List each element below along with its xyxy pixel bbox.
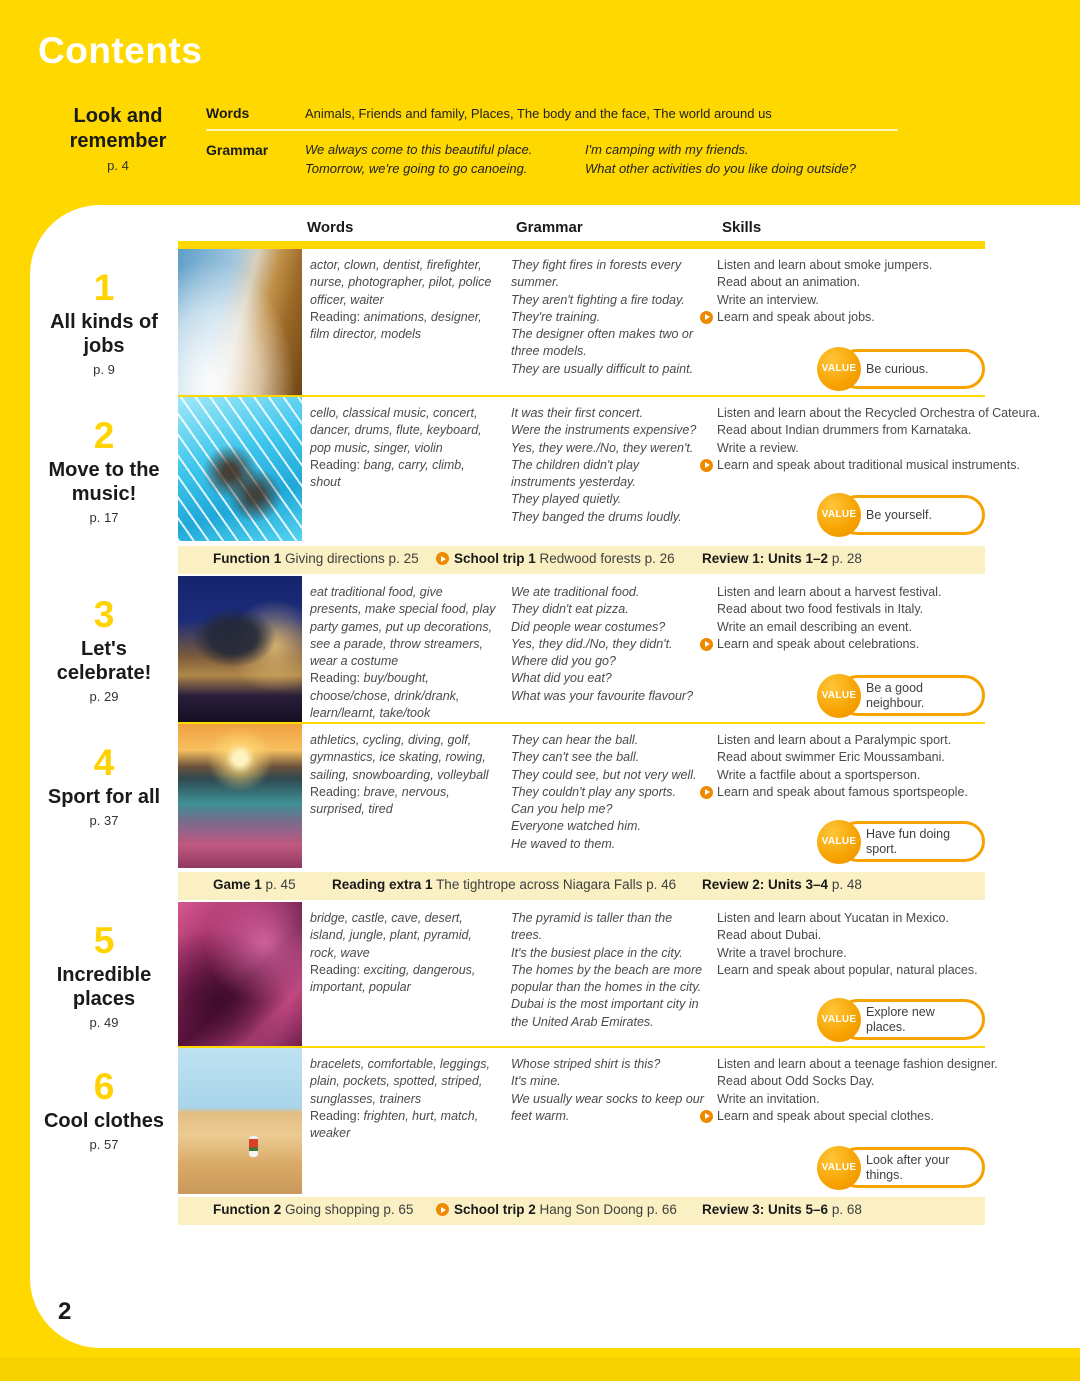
skill-line: Learn and speak about traditional musical instruments. <box>717 457 1080 474</box>
grammar-label: Grammar <box>206 142 269 158</box>
value-badge <box>821 1147 985 1188</box>
look-words-row <box>206 100 1030 127</box>
skill-line: Read about an animation. <box>717 275 861 290</box>
reading-extra-label: Reading extra 1 <box>332 877 433 892</box>
value-badge <box>821 821 985 862</box>
unit-grammar: We ate traditional food. They didn't eat pizza. Did people wear costumes? Yes, they did./No, they didn't. Where did you go? What did you eat? What was your favourite flavour? <box>511 585 694 703</box>
unit-row-2 <box>30 397 1080 541</box>
extras-strip-1: Function 1 Giving directions p. 25 School trip 1 Redwood forests p. 26 Review 1: Units 1–2 p. 28 <box>178 546 985 574</box>
skill-line: Write a factfile about a sportsperson. <box>717 767 921 782</box>
value-circle: VALUE <box>817 347 861 391</box>
unit-photo-celebrate <box>178 576 302 722</box>
skill-line: Learn and speak about popular, natural places. <box>717 962 978 977</box>
function-label: Function 1 <box>213 551 282 566</box>
page-number: 2 <box>58 1298 72 1325</box>
unit-grammar: The pyramid is taller than the trees. It's the busiest place in the city. The homes by the beach are more popular than the homes in the city. Dubai is the most important city in the United Arab Emirates. <box>511 911 703 1029</box>
extras-strip-2: Game 1 p. 45 Reading extra 1 The tightrope across Niagara Falls p. 46 Review 2: Units 3–4 p. 48 <box>178 872 985 900</box>
value-badge <box>821 675 985 716</box>
unit-page: p. 49 <box>89 1015 119 1030</box>
unit-grammar: They can hear the ball. They can't see the ball. They could see, but not very well. They couldn't play any sports. Can you help me? Everyone watched him. He waved to them. <box>511 733 697 851</box>
play-icon <box>700 638 713 651</box>
look-grammar-row <box>206 137 1030 185</box>
unit-words: bridge, castle, cave, desert, island, jungle, plant, pyramid, rock, wave <box>310 911 472 960</box>
skill-line: Listen and learn about the Recycled Orchestra of Cateura. <box>717 406 1041 420</box>
unit-words: cello, classical music, concert, dancer, drums, flute, keyboard, pop music, singer, violin <box>310 406 482 455</box>
page-title: Contents <box>38 30 203 71</box>
unit-row-1 <box>30 249 1080 395</box>
unit-number: 2 <box>93 415 115 456</box>
look-remember-title: Look and remember <box>69 105 167 152</box>
unit-grammar: They fight fires in forests every summer. They aren't fighting a fire today. They're training. The designer often makes two or three models. They are usually difficult to paint. <box>511 258 694 376</box>
play-icon <box>700 786 713 799</box>
skill-line: Read about Odd Socks Day. <box>717 1074 875 1089</box>
skill-line: Write an invitation. <box>717 1091 820 1106</box>
contents-table <box>30 205 1080 1348</box>
value-badge <box>821 999 985 1040</box>
unit-page: p. 9 <box>93 362 115 377</box>
value-text: Explore new places. <box>866 1005 935 1034</box>
skill-line: Read about Indian drummers from Karnataka. <box>717 423 972 438</box>
skill-line: Write an email describing an event. <box>717 619 913 634</box>
skill-line: Write an interview. <box>717 292 819 307</box>
value-badge <box>821 495 985 535</box>
unit-title: Incredible places <box>56 964 152 1010</box>
reading-words: exciting, dangerous, important, popular <box>310 962 476 994</box>
look-grammar-col2: I'm camping with my friends. What other activities do you like doing outside? <box>585 142 856 176</box>
play-icon <box>700 459 713 472</box>
unit-photo-music <box>178 397 302 541</box>
unit-photo-places <box>178 902 302 1046</box>
value-circle: VALUE <box>817 1146 861 1190</box>
reading-words: frighten, hurt, match, weaker <box>310 1108 479 1140</box>
value-text: Look after your things. <box>866 1153 950 1182</box>
value-circle: VALUE <box>817 820 861 864</box>
review-label: Review 1: Units 1–2 <box>702 551 829 566</box>
unit-words: actor, clown, dentist, firefighter, nurse, photographer, pilot, police officer, waiter <box>310 258 492 307</box>
unit-words: bracelets, comfortable, leggings, plain, pockets, spotted, striped, sunglasses, trainers <box>310 1057 490 1106</box>
value-circle: VALUE <box>817 493 861 537</box>
skill-line: Write a travel brochure. <box>717 945 847 960</box>
skill-line: Read about swimmer Eric Moussambani. <box>717 750 945 765</box>
reading-label: Reading: <box>310 671 361 686</box>
reading-words: animations, designer, film director, models <box>310 309 482 341</box>
unit-row-3 <box>30 576 1080 722</box>
unit-number: 1 <box>93 267 115 308</box>
skill-line: Listen and learn about a teenage fashion designer. <box>717 1057 998 1071</box>
skill-line: Learn and speak about famous sportspeople. <box>717 784 1080 801</box>
skill-line: Write a review. <box>717 440 799 455</box>
value-text: Be yourself. <box>866 507 933 522</box>
table-header <box>30 205 1080 241</box>
value-badge <box>821 349 985 389</box>
skill-line: Learn and speak about jobs. <box>717 309 1080 326</box>
unit-row-4 <box>30 724 1080 868</box>
look-grammar-col1: We always come to this beautiful place. Tomorrow, we're going to go canoeing. <box>305 142 533 176</box>
review-label: Review 2: Units 3–4 <box>702 877 829 892</box>
play-icon <box>436 552 449 565</box>
bottom-border <box>0 1357 1080 1381</box>
extras-strip-3: Function 2 Going shopping p. 65 School trip 2 Hang Son Doong p. 66 Review 3: Units 5–6 p. 68 <box>178 1197 985 1225</box>
value-text: Be a good neighbour. <box>866 681 925 710</box>
unit-number: 5 <box>93 920 115 961</box>
unit-number: 4 <box>93 742 115 783</box>
look-and-remember-section <box>30 100 1030 185</box>
unit-title: Move to the music! <box>48 459 160 505</box>
school-trip-label: School trip 2 <box>454 1202 536 1217</box>
reading-words: buy/bought, choose/chose, drink/drank, learn/learnt, take/took <box>310 671 460 720</box>
unit-words: eat traditional food, give presents, make special food, play party games, put up decorations, see a parade, throw streamers, wear a costume <box>310 585 496 668</box>
desert-walker-figure <box>249 1136 258 1157</box>
skill-line: Listen and learn about smoke jumpers. <box>717 258 933 272</box>
unit-photo-jobs <box>178 249 302 395</box>
unit-grammar: It was their first concert. Were the instruments expensive? Yes, they were./No, they weren't. The children didn't play instruments yesterday. They played quietly. They banged the drums loudly. <box>511 406 697 524</box>
unit-page: p. 17 <box>89 510 119 525</box>
look-remember-page: p. 4 <box>107 158 129 173</box>
unit-number: 6 <box>93 1066 115 1107</box>
skill-line: Listen and learn about a harvest festival. <box>717 585 942 599</box>
reading-label: Reading: <box>310 1108 361 1123</box>
unit-number: 3 <box>93 594 115 635</box>
unit-grammar: Whose striped shirt is this? It's mine. We usually wear socks to keep our feet warm. <box>511 1057 704 1123</box>
function-label: Function 2 <box>213 1202 282 1217</box>
review-label: Review 3: Units 5–6 <box>702 1202 829 1217</box>
unit-row-6 <box>30 1048 1080 1194</box>
skill-line: Listen and learn about a Paralympic sport. <box>717 733 952 747</box>
reading-words: bang, carry, climb, shout <box>310 457 465 489</box>
divider <box>206 129 898 131</box>
game-label: Game 1 <box>213 877 262 892</box>
reading-words: brave, nervous, surprised, tired <box>310 784 450 816</box>
value-circle: VALUE <box>817 674 861 718</box>
play-icon <box>700 311 713 324</box>
words-label: Words <box>206 105 250 121</box>
unit-photo-sport <box>178 724 302 868</box>
column-header-skills: Skills <box>722 219 762 236</box>
reading-label: Reading: <box>310 309 361 324</box>
skill-line: Read about Dubai. <box>717 928 822 943</box>
unit-row-5 <box>30 902 1080 1046</box>
value-text: Have fun doing sport. <box>866 827 951 856</box>
unit-title: Cool clothes <box>43 1110 164 1132</box>
play-icon <box>700 1110 713 1123</box>
value-text: Be curious. <box>866 361 929 376</box>
value-circle: VALUE <box>817 998 861 1042</box>
unit-words: athletics, cycling, diving, golf, gymnastics, ice skating, rowing, sailing, snowboarding, volleyball <box>310 733 489 782</box>
skill-line: Read about two food festivals in Italy. <box>717 602 924 617</box>
skill-line: Listen and learn about Yucatan in Mexico. <box>717 911 949 925</box>
column-header-grammar: Grammar <box>516 219 583 236</box>
unit-photo-clothes <box>178 1048 302 1194</box>
unit-title: All kinds of jobs <box>50 311 158 357</box>
unit-title: Sport for all <box>47 786 161 808</box>
skill-line: Learn and speak about special clothes. <box>717 1108 1080 1125</box>
play-icon <box>436 1203 449 1216</box>
reading-label: Reading: <box>310 457 361 472</box>
unit-page: p. 29 <box>89 689 119 704</box>
column-header-words: Words <box>307 219 354 236</box>
reading-label: Reading: <box>310 784 361 799</box>
header-bar <box>178 241 985 249</box>
look-words-text: Animals, Friends and family, Places, The body and the face, The world around us <box>305 106 772 121</box>
unit-page: p. 57 <box>89 1137 119 1152</box>
unit-page: p. 37 <box>89 813 119 828</box>
school-trip-label: School trip 1 <box>454 551 536 566</box>
skill-line: Learn and speak about celebrations. <box>717 636 1080 653</box>
unit-title: Let's celebrate! <box>56 638 152 684</box>
reading-label: Reading: <box>310 962 361 977</box>
